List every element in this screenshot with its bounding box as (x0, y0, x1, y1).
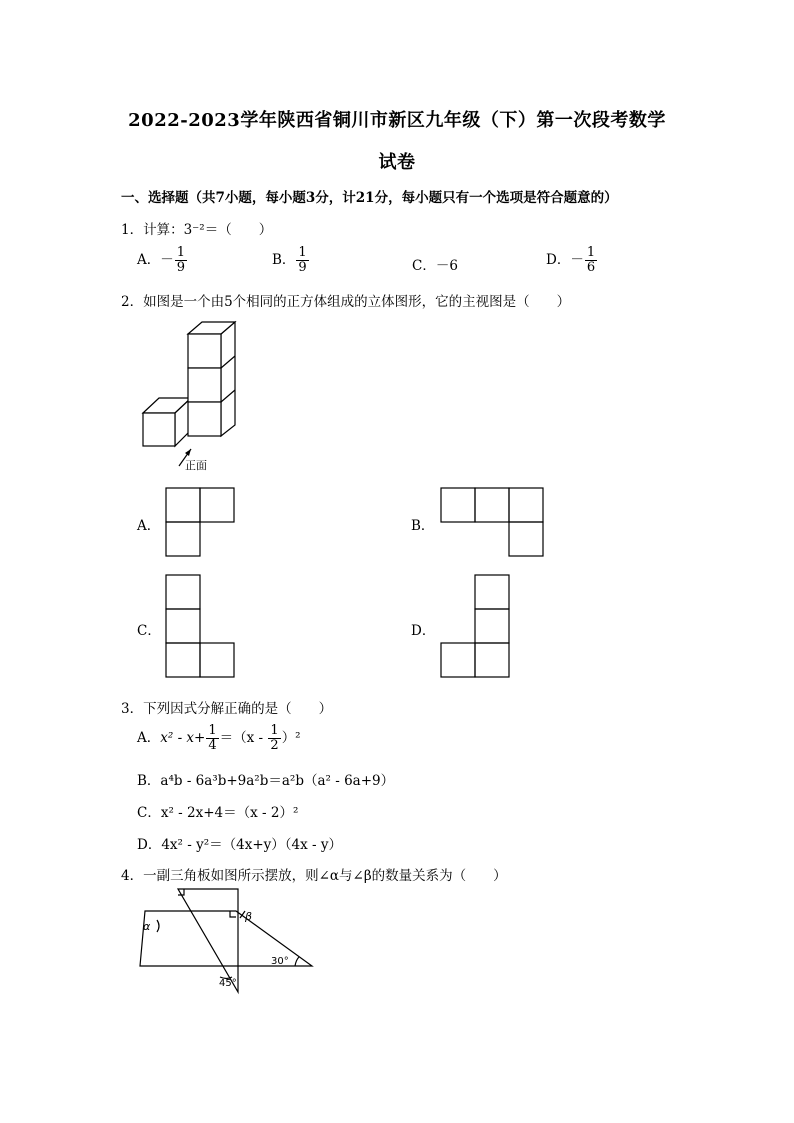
fraction-denominator: 2 (270, 738, 279, 753)
option-label: B． (272, 252, 296, 268)
question-2-option-a-figure[interactable] (165, 487, 237, 557)
question-4-stem: 4．一副三角板如图所示摆放，则∠α与∠β的数量关系为（ ） (121, 868, 507, 884)
cube-figure (135, 318, 245, 478)
question-2-option-d-label[interactable]: D． (411, 623, 436, 639)
question-1-option-a[interactable] (137, 246, 188, 275)
fraction-numerator: 1 (586, 245, 596, 260)
question-2-option-a-label[interactable]: A． (137, 518, 161, 534)
fraction-numerator: 1 (298, 245, 307, 260)
question-1-option-c[interactable] (412, 254, 458, 274)
question-1-option-d[interactable] (546, 246, 598, 275)
question-2-option-b-label[interactable]: B． (411, 518, 435, 534)
expression: x² - x+ (160, 730, 206, 746)
question-2-stem: 2．如图是一个由5个相同的正方体组成的立体图形，它的主视图是（ ） (121, 294, 571, 310)
question-3-option-a[interactable] (137, 724, 301, 753)
option-sign: － (160, 252, 174, 268)
expression: ＝（x - (219, 730, 268, 746)
option-label: D． (546, 252, 571, 268)
question-1-stem: 1．计算：3⁻²＝（ ） (121, 222, 273, 238)
expression: ）² (281, 730, 301, 746)
fraction-numerator: 1 (176, 245, 186, 260)
alpha-label: α (143, 920, 151, 933)
fraction (585, 246, 597, 275)
question-2-option-c-figure[interactable] (165, 574, 237, 678)
question-3-stem: 3．下列因式分解正确的是（ ） (121, 701, 333, 717)
triangle-figure (135, 884, 317, 999)
angle-45-label: 45° (219, 978, 237, 989)
option-label: A． (137, 252, 161, 268)
fraction (296, 246, 308, 275)
section-heading: 一、选择题（共7小题，每小题3分，计21分，每小题只有一个选项是符合题意的） (121, 190, 618, 206)
column-front-face-middle (188, 368, 221, 402)
option-text: －6 (435, 258, 458, 274)
question-3-option-c[interactable]: C．x² - 2x+4＝（x - 2）² (137, 805, 299, 821)
page-title-line-2: 试卷 (378, 152, 416, 173)
fraction-numerator: 1 (208, 723, 217, 738)
question-2-option-d-figure[interactable] (440, 574, 512, 678)
beta-label: β (245, 910, 253, 923)
question-2-option-b-figure[interactable] (440, 487, 546, 557)
fraction-denominator: 6 (586, 260, 596, 275)
column-side-face (221, 322, 235, 436)
front-label: 正面 (185, 459, 207, 472)
option-label: A． (137, 730, 161, 746)
question-1-option-b[interactable] (272, 246, 310, 275)
fraction-denominator: 9 (298, 260, 307, 275)
column-front-face-top (188, 334, 221, 368)
fraction (206, 724, 218, 753)
fraction-numerator: 1 (270, 723, 279, 738)
question-2-option-c-label[interactable]: C． (137, 623, 161, 639)
page-title-line-1: 2022-2023学年陕西省铜川市新区九年级（下）第一次段考数学 (128, 110, 666, 131)
fraction-denominator: 4 (208, 738, 217, 753)
arrow-head-icon (185, 449, 191, 456)
option-label: C． (412, 258, 436, 274)
angle-30-label: 30° (271, 956, 289, 967)
option-sign: － (570, 252, 584, 268)
triangle-45 (178, 889, 238, 992)
cube-front-face (143, 413, 175, 446)
fraction (268, 724, 280, 753)
column-front-face-bottom (188, 402, 221, 436)
fraction-denominator: 9 (176, 260, 186, 275)
question-3-option-b[interactable]: B．a⁴b - 6a³b+9a²b＝a²b（a² - 6a+9） (137, 773, 395, 789)
question-3-option-d[interactable]: D．4x² - y²＝（4x+y）（4x - y） (137, 837, 342, 853)
fraction (175, 246, 187, 275)
